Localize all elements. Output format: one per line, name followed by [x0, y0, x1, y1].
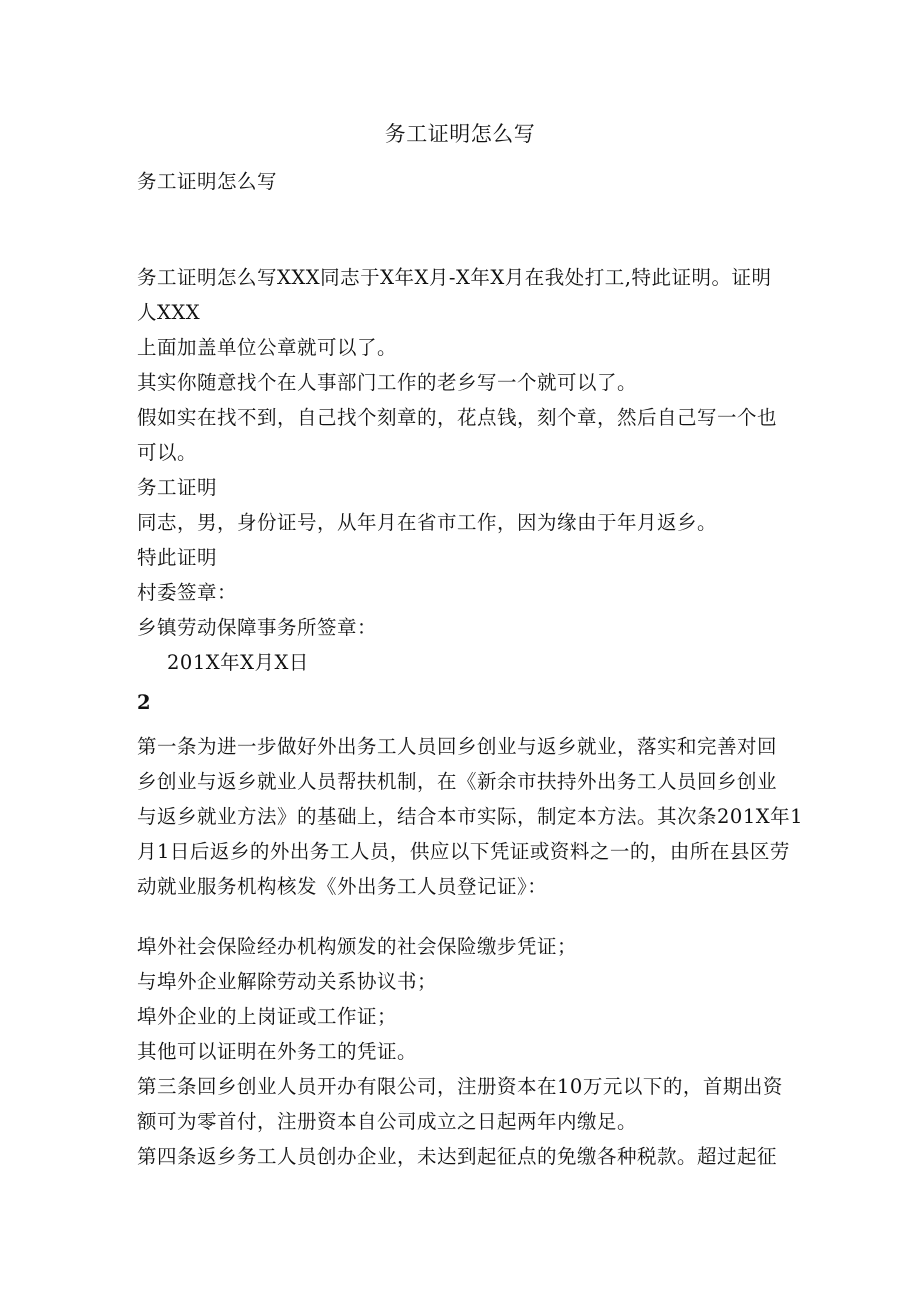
- text-line: 其他可以证明在外务工的凭证。: [137, 1040, 418, 1063]
- text-line: 乡创业与返乡就业人员帮扶机制，在《新余市扶持外出务工人员回乡创业: [137, 770, 778, 793]
- text-line: 第四条返乡务工人员创办企业，未达到起征点的免缴各种税款。超过起征: [137, 1145, 778, 1168]
- section-number: 2: [137, 691, 152, 714]
- text-line: 埠外企业的上岗证或工作证；: [137, 1005, 398, 1028]
- text-line: 特此证明: [137, 546, 218, 569]
- text-line: 第一条为进一步做好外出务工人员回乡创业与返乡就业，落实和完善对回: [137, 735, 778, 758]
- text-line: 上面加盖单位公章就可以了。: [137, 336, 398, 359]
- text-line: 与埠外企业解除劳动关系协议书；: [137, 970, 438, 993]
- date-line: 201X年X月X日: [167, 651, 309, 674]
- text-line: 同志，男，身份证号，从年月在省市工作，因为缘由于年月返乡。: [137, 511, 718, 534]
- text-line: 埠外社会保险经办机构颁发的社会保险缴步凭证；: [137, 935, 578, 958]
- text-line: 额可为零首付，注册资本自公司成立之日起两年内缴足。: [137, 1110, 638, 1133]
- text-line: 人XXX: [137, 301, 201, 324]
- text-line: 务工证明怎么写XXX同志于X年X月-X年X月在我处打工,特此证明。证明: [137, 266, 772, 289]
- text-line: 其实你随意找个在人事部门工作的老乡写一个就可以了。: [137, 371, 638, 394]
- text-line: 假如实在找不到，自己找个刻章的，花点钱，刻个章，然后自己写一个也: [137, 406, 778, 429]
- text-line: 乡镇劳动保障事务所签章：: [137, 616, 378, 639]
- text-line: 月1日后返乡的外出务工人员，供应以下凭证或资料之一的，由所在县区劳: [137, 840, 790, 863]
- text-line: 与返乡就业方法》的基础上，结合本市实际，制定本方法。其次条201X年1: [137, 805, 804, 828]
- text-line: 村委签章：: [137, 581, 238, 604]
- text-line: 可以。: [137, 441, 198, 464]
- document-title: 务工证明怎么写: [384, 122, 536, 146]
- text-line: 动就业服务机构核发《外出务工人员登记证》：: [137, 875, 548, 898]
- text-line: 务工证明: [137, 476, 218, 499]
- text-line: 第三条回乡创业人员开办有限公司，注册资本在10万元以下的，首期出资: [137, 1075, 783, 1098]
- document-subtitle: 务工证明怎么写: [137, 170, 278, 193]
